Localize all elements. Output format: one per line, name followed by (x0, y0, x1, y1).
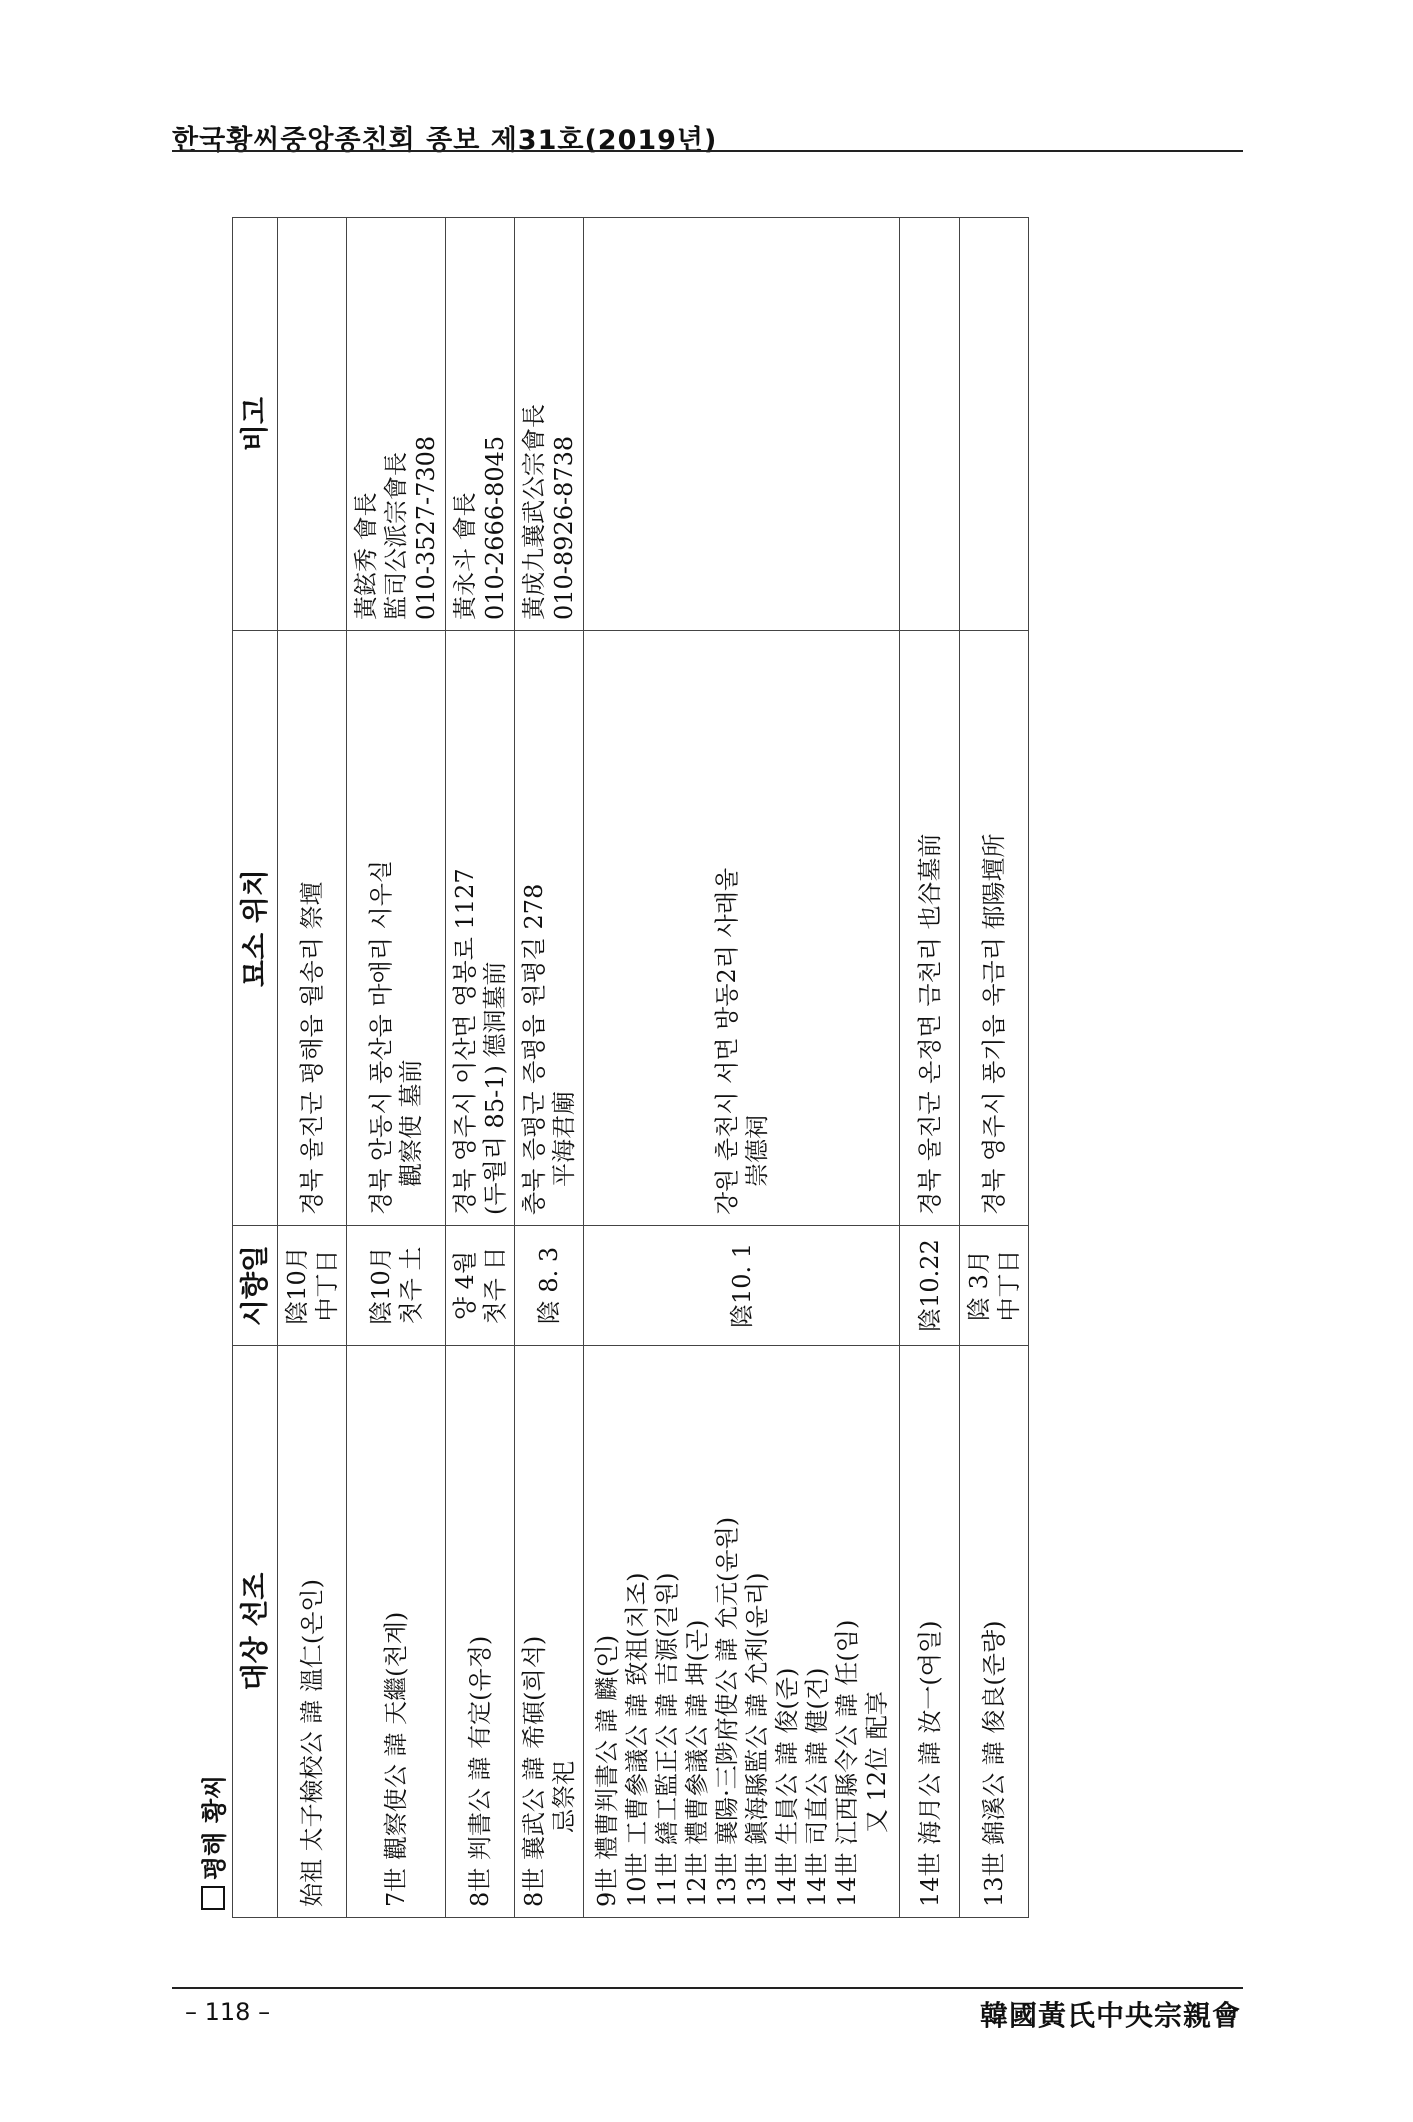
header-location: 묘소 위치 (233, 631, 278, 1226)
note-line: 監司公派宗會長 (382, 452, 410, 620)
ancestor-line: 8世 判書公 諱 有定(유정) (466, 1635, 494, 1907)
cell-location (278, 631, 347, 1226)
cell-location (515, 631, 584, 1226)
date-line: 陰 8. 3 (535, 1246, 563, 1325)
rotated-table-block (200, 218, 1225, 1918)
location-line: 崇德祠 (742, 1115, 771, 1187)
ancestor-line: 13世 襄陽·三陟府使公 諱 允元(윤원) (712, 1516, 741, 1907)
cell-location (900, 631, 960, 1226)
section-title (200, 1775, 230, 1910)
note-line: 黃永斗 會長 (451, 492, 479, 620)
note-line: 黃成九襄武公宗會長 (520, 404, 548, 620)
footer-rule (172, 1987, 1243, 1989)
location-line: (두월리 85-1) 德洞墓前 (481, 961, 509, 1215)
cell-ancestor (960, 1346, 1029, 1918)
location-line: 충북 증평군 증평읍 원평길 278 (520, 883, 548, 1215)
date-line: 陰10.22 (915, 1239, 944, 1332)
cell-date (515, 1226, 584, 1346)
ancestor-line: 14世 海月公 諱 汝一(여일) (915, 1620, 944, 1907)
table-row (960, 218, 1029, 1918)
cell-date (347, 1226, 446, 1346)
location-line: 경북 울진군 평해읍 월송리 祭壇 (298, 881, 326, 1215)
location-line: 경북 영주시 이산면 영봉로 1127 (451, 868, 479, 1215)
cell-ancestor (900, 1346, 960, 1918)
location-line: 강원 춘천시 서면 방동2리 사래울 (712, 867, 741, 1215)
cell-note (900, 218, 960, 631)
ancestor-line: 9世 禮曹判書公 諱 麟(인) (592, 1634, 621, 1907)
table-row (446, 218, 515, 1918)
cell-ancestor (446, 1346, 515, 1918)
ancestor-line: 又 12位 配享 (862, 1691, 891, 1833)
date-line: 陰10月 (367, 1246, 395, 1325)
ancestor-line: 11世 繕工監正公 諱 吉源(길원) (652, 1572, 681, 1907)
cell-location (960, 631, 1029, 1226)
table-header-row (233, 218, 278, 1918)
cell-date (446, 1226, 515, 1346)
note-line: 010-2666-8045 (481, 435, 509, 620)
note-line: 010-8926-8738 (550, 435, 578, 620)
cell-ancestor (347, 1346, 446, 1918)
cell-location (584, 631, 900, 1226)
ancestor-line: 14世 江西縣令公 諱 任(임) (832, 1619, 861, 1907)
header-title: 한국황씨중앙종친회 종보 제31호(2019년) (172, 125, 718, 156)
header-date: 시향일 (233, 1226, 278, 1346)
ancestor-line: 始祖 太子檢校公 諱 溫仁(온인) (298, 1579, 326, 1907)
cell-note (347, 218, 446, 631)
ancestor-line: 14世 生員公 諱 俊(준) (772, 1667, 801, 1907)
cell-date (278, 1226, 347, 1346)
cell-note (446, 218, 515, 631)
ancestor-line: 14世 司直公 諱 健(건) (802, 1667, 831, 1907)
cell-ancestor (584, 1346, 900, 1918)
location-line: 경북 영주시 풍기읍 욱금리 郁陽壇所 (980, 833, 1008, 1215)
location-line: 경북 울진군 온정면 금천리 也谷墓前 (915, 833, 944, 1215)
table-row (900, 218, 960, 1918)
ancestor-line: 8世 襄武公 諱 希碩(희석) (520, 1635, 548, 1907)
location-line: 平海君廟 (550, 1091, 578, 1187)
cell-ancestor (278, 1346, 347, 1918)
ancestor-line: 13世 鎭海縣監公 諱 允利(윤리) (742, 1572, 771, 1907)
date-line: 中丁日 (313, 1249, 341, 1322)
date-line: 첫주 土 (397, 1246, 425, 1325)
cell-date (584, 1226, 900, 1346)
table-row (278, 218, 347, 1918)
page-number: – 118 – (185, 1998, 271, 2026)
cell-note (584, 218, 900, 631)
ancestor-line: 13世 錦溪公 諱 俊良(준량) (980, 1620, 1008, 1907)
table-row (584, 218, 900, 1918)
note-line: 黃鉉秀 會長 (352, 492, 380, 620)
cell-date (900, 1226, 960, 1346)
note-line: 010-3527-7308 (412, 435, 440, 620)
cell-date (960, 1226, 1029, 1346)
header-note: 비고 (233, 218, 278, 631)
cell-note (515, 218, 584, 631)
cell-location (446, 631, 515, 1226)
cell-note (960, 218, 1029, 631)
checkbox-square-icon (201, 1886, 225, 1910)
location-line: 觀察使 墓前 (397, 1059, 425, 1187)
ancestor-line: 12世 禮曹參議公 諱 坤(곤) (682, 1619, 711, 1907)
header-rule (172, 150, 1243, 152)
date-line: 陰 3月 (965, 1250, 993, 1321)
date-line: 陰10月 (283, 1246, 311, 1325)
date-line: 첫주 日 (481, 1246, 509, 1325)
date-line: 陰10. 1 (727, 1242, 756, 1329)
cell-ancestor (515, 1346, 584, 1918)
header-ancestor: 대상 선조 (233, 1346, 278, 1918)
table-row (515, 218, 584, 1918)
grave-table (232, 217, 1029, 1918)
ancestor-line: 7世 觀察使公 諱 天繼(천계) (382, 1611, 410, 1907)
table-row (347, 218, 446, 1918)
location-line: 경북 안동시 풍산읍 마애리 시우실 (367, 859, 395, 1215)
cell-note (278, 218, 347, 631)
date-line: 中丁日 (995, 1249, 1023, 1322)
section-title-text: 평해 황씨 (200, 1774, 229, 1880)
ancestor-line: 10世 工曹參議公 諱 致祖(치조) (622, 1572, 651, 1907)
cell-location (347, 631, 446, 1226)
date-line: 양 4월 (451, 1250, 479, 1321)
ancestor-line: 忌祭祀 (550, 1761, 578, 1833)
publisher-name: 韓國黃氏中央宗親會 (979, 1999, 1241, 2032)
